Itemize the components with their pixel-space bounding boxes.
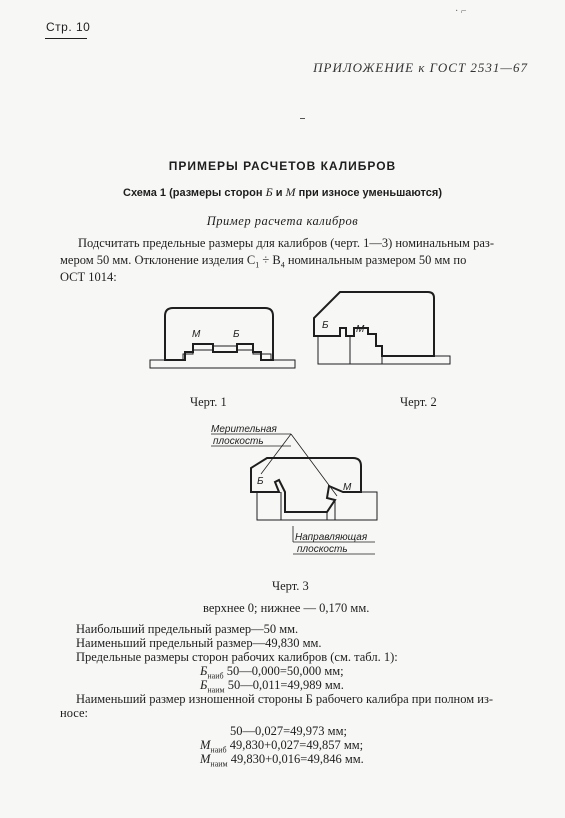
figure-3-measuring-line-2: плоскость: [213, 436, 264, 447]
m-min-symbol: М: [200, 752, 211, 766]
section-title: ПРИМЕРЫ РАСЧЕТОВ КАЛИБРОВ: [168, 159, 397, 173]
b-min-symbol: Б: [200, 678, 208, 692]
figure-3-guiding-line-1: Направляющая: [295, 532, 368, 543]
intro-line-2-start: мером 50 мм. Отклонение изделия C: [60, 253, 256, 267]
worn-calc: 50—0,027=49,973 мм;: [230, 724, 347, 738]
intro-line-2: [60, 253, 466, 270]
figure-3-label-b: Б: [257, 476, 264, 487]
figure-2-label-m: М: [356, 324, 365, 335]
worn-line-2: носе:: [60, 706, 88, 720]
m-max-symbol: М: [200, 738, 211, 752]
smallest-size: Наименьший предельный размер—49,830 мм.: [76, 636, 322, 650]
figure-2-label-b: Б: [322, 320, 329, 331]
m-max-value: 49,830+0,027=49,857 мм;: [226, 738, 364, 752]
figure-3-label-m: М: [343, 482, 352, 493]
scan-marks: · ⌐: [455, 6, 467, 17]
figure-3-measuring-line-1: Мерительная: [211, 424, 277, 435]
figure-3-guiding-line-2: плоскость: [297, 544, 348, 555]
figure-1-drawing: [145, 300, 295, 380]
scheme-letter-b: Б: [265, 185, 273, 199]
b-max-subscript: наиб: [207, 671, 224, 681]
example-heading: Пример расчета калибров: [206, 214, 359, 228]
b-min-value: 50—0,011=49,989 мм.: [224, 678, 344, 692]
page-number-underline: [45, 38, 87, 39]
b-max-value: 50—0,000=50,000 мм;: [223, 664, 344, 678]
m-max-subscript: наиб: [210, 745, 227, 755]
worn-line-1: Наименьший размер изношенной стороны Б рабочего калибра при полном из-: [76, 692, 494, 706]
appendix-reference: ПРИЛОЖЕНИЕ к ГОСТ 2531—67: [313, 60, 528, 75]
b-min-subscript: наим: [207, 685, 225, 695]
intro-b-subscript: 4: [280, 260, 285, 270]
scan-dot: [300, 118, 305, 119]
figure-3-drawing: [205, 420, 405, 560]
page-number: Стр. 10: [46, 20, 91, 34]
figure-1-caption: Черт. 1: [190, 395, 227, 409]
largest-size: Наибольший предельный размер—50 мм.: [76, 622, 299, 636]
scheme-suffix: при износе уменьшаются): [295, 187, 442, 199]
intro-c-subscript: 1: [255, 260, 260, 270]
intro-tail: номинальным размером 50 мм по: [284, 253, 467, 267]
m-min-subscript: наим: [210, 759, 228, 769]
deviations-line: верхнее 0; нижнее — 0,170 мм.: [203, 601, 370, 615]
intro-mid: ÷ B: [259, 253, 281, 267]
sides-heading: Предельные размеры сторон рабочих калибров (см. табл. 1):: [76, 650, 398, 664]
figure-1-label-m: М: [192, 329, 201, 340]
intro-line-1: Подсчитать предельные размеры для калибров (черт. 1—3) номинальным раз-: [78, 236, 494, 250]
intro-line-3: ОСТ 1014:: [60, 270, 117, 284]
figure-2-caption: Черт. 2: [400, 395, 437, 409]
scheme-heading: [0, 185, 565, 200]
scheme-letter-m: М: [285, 185, 296, 199]
m-min-value: 49,830+0,016=49,846 мм.: [227, 752, 364, 766]
b-max-symbol: Б: [200, 664, 208, 678]
scheme-and: и: [272, 187, 286, 199]
figure-2-drawing: [310, 286, 460, 366]
m-min-formula: [200, 752, 364, 769]
scheme-prefix: Схема 1 (размеры сторон: [123, 187, 266, 199]
figure-3-caption: Черт. 3: [272, 579, 309, 593]
figure-1-label-b: Б: [233, 329, 240, 340]
